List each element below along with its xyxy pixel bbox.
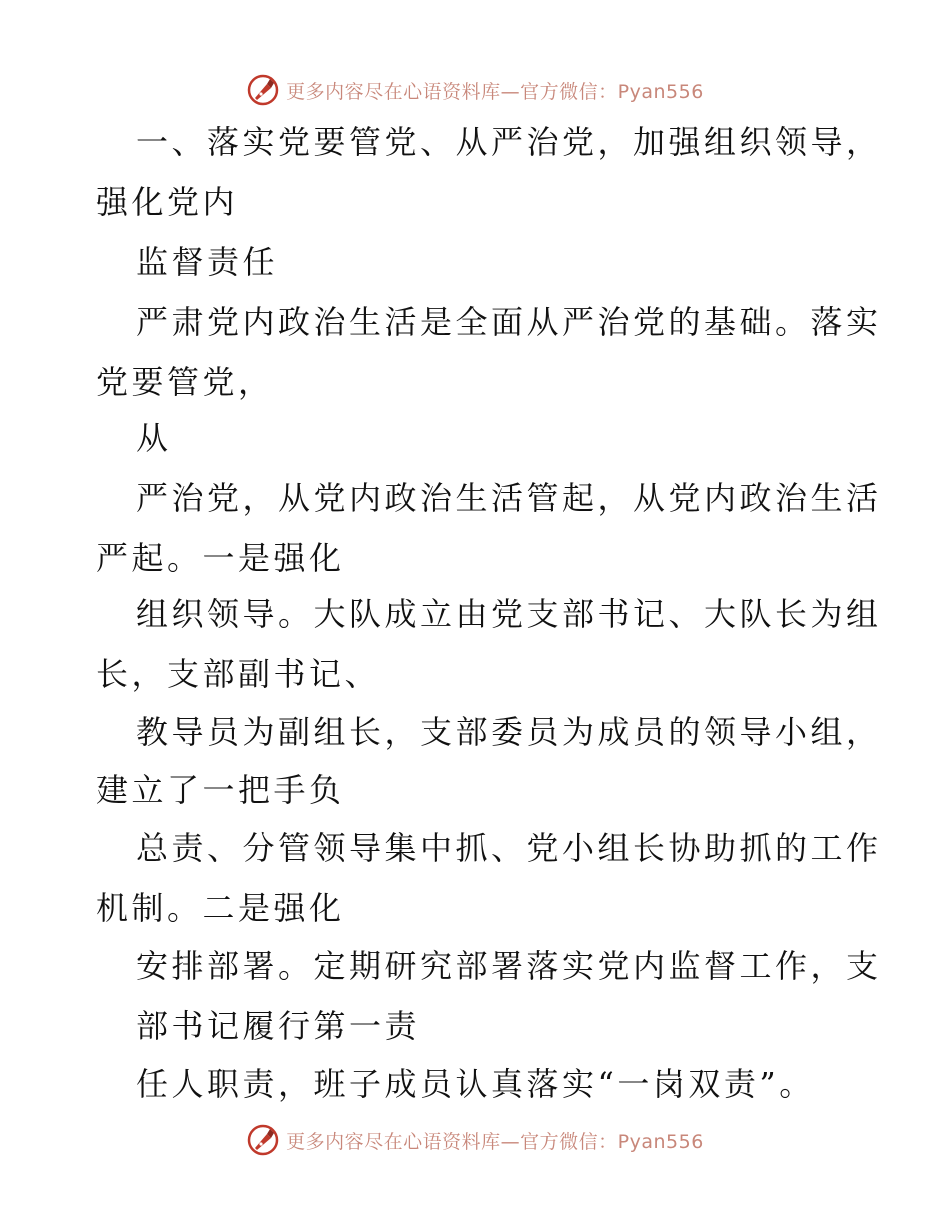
- body-line: 总责、分管领导集中抓、党小组长协助抓的工作: [136, 829, 882, 867]
- watermark-text: 更多内容尽在心语资料库—官方微信：Pyan556: [286, 80, 704, 103]
- pen-nib-logo-icon: [246, 1123, 280, 1157]
- body-line: 一、落实党要管党、从严治党，加强组织领导，: [136, 123, 882, 161]
- body-line: 严治党，从党内政治生活管起，从党内政治生活: [136, 479, 882, 517]
- body-line: 建立了一把手负: [96, 771, 345, 809]
- body-line: 任人职责，班子成员认真落实“一岗双责”。: [136, 1065, 815, 1103]
- watermark-text: 更多内容尽在心语资料库—官方微信：Pyan556: [286, 1130, 704, 1153]
- body-line: 从: [136, 419, 172, 457]
- body-line: 部书记履行第一责: [136, 1007, 421, 1045]
- header-watermark: [0, 70, 950, 110]
- body-line: 机制。二是强化: [96, 889, 345, 927]
- body-line: 教导员为副组长，支部委员为成员的领导小组，: [136, 713, 882, 751]
- body-line: 强化党内: [96, 183, 239, 221]
- body-line: 组织领导。大队成立由党支部书记、大队长为组: [136, 595, 882, 633]
- body-line: 安排部署。定期研究部署落实党内监督工作，支: [136, 947, 882, 985]
- footer-watermark: [0, 1120, 950, 1160]
- body-line: 长，支部副书记、: [96, 655, 381, 693]
- body-line: 严起。一是强化: [96, 539, 345, 577]
- pen-nib-logo-icon: [246, 73, 280, 107]
- body-line: 严肃党内政治生活是全面从严治党的基础。落实: [136, 303, 882, 341]
- body-line: 监督责任: [136, 243, 279, 281]
- body-line: 党要管党，: [96, 363, 274, 401]
